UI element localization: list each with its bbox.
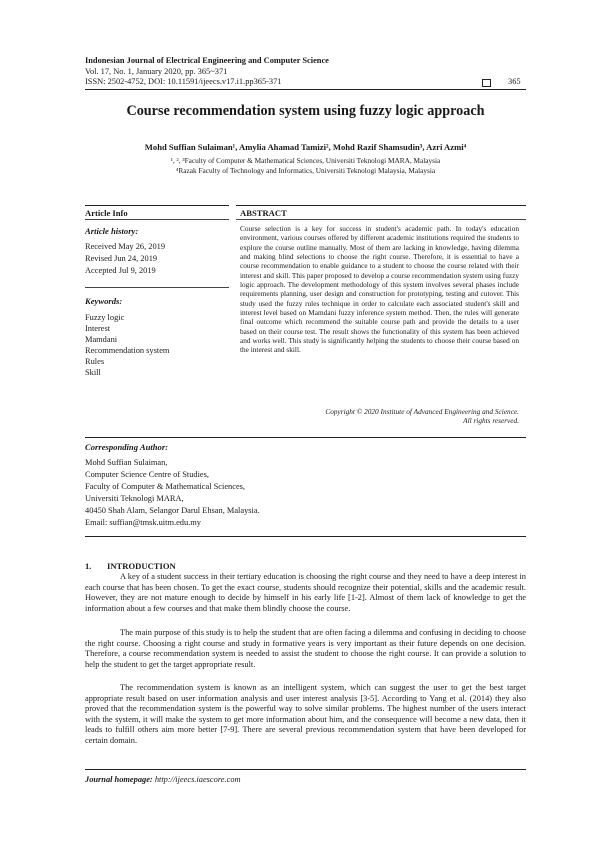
homepage-label: Journal homepage (85, 775, 150, 784)
abstract-head-rule (236, 219, 526, 220)
copyright-notice (240, 407, 519, 426)
keyword-item: Fuzzy logic (85, 313, 125, 322)
keywords-heading: Keywords: (85, 296, 123, 306)
page-number: 365 (508, 77, 521, 86)
history-heading: Article history: (85, 226, 139, 236)
keyword-item: Mamdani (85, 335, 118, 344)
section-number: 1. (85, 561, 92, 571)
corresponding-line: Faculty of Computer & Mathematical Sciences, (85, 482, 246, 491)
keyword-item: Recommendation system (85, 346, 170, 355)
keyword-item: Skill (85, 368, 101, 377)
paper-title: Course recommendation system using fuzzy logic approach (126, 103, 485, 119)
corresponding-line: 40450 Shah Alam, Selangor Darul Ehsan, Malaysia. (85, 506, 260, 515)
homepage-link[interactable]: http://ijeecs.iaescore.com (154, 775, 241, 784)
issn-doi-line: ISSN: 2502-4752, DOI: 10.11591/ijeecs.v17.i1.pp365-371 (85, 77, 282, 86)
affiliation-1: ¹, ², ³Faculty of Computer & Mathematical Sciences, Universiti Teknologi MARA, Malaysia (170, 156, 441, 165)
history-received: Received May 26, 2019 (85, 242, 166, 251)
info-top-rule (85, 205, 229, 206)
copyright-line-2: All rights reserved. (463, 416, 519, 426)
journal-name: Indonesian Journal of Electrical Engineering and Computer Science (85, 56, 329, 65)
corresponding-line: Computer Science Centre of Studies, (85, 470, 209, 479)
info-head-rule (85, 219, 229, 220)
intro-paragraph-1: A key of a student success in their tertiary education is choosing the right course and they need to have a deep interest in each course that has been chosen. To get the exact course, students should recognize their potential, skills and the academic result. However, they are not mature enough to decide by himself in his early life [1-2]. Almost of them lack of knowledge to get the information about a few courses and that make them blindly choose the course. (85, 572, 526, 613)
affiliation-2: ⁴Razak Faculty of Technology and Informatics, Universiti Teknologi Malaysia, Malaysia (175, 166, 436, 175)
intro-paragraph-3: The recommendation system is known as an intelligent system, which can suggest the user to get the best target appropriate result based on user information analysis and user interest analysis [3-5]. According to Yang et al. (2014) they also proved that the recommendation system is the powerful way to solve similar problems. The highest number of the users interact with the system, it will make the system to get more information about him, and the consequence will become a new data, then it leads to fulfill others aim more better [7-9]. There are several previous recommendation system that have been developed for certain domain. (85, 683, 526, 745)
history-divider (85, 287, 229, 288)
abstract-heading: ABSTRACT (240, 208, 287, 218)
abstract-text: Course selection is a key for success in student's academic path. In today's education environment, various courses offered by different academic institutions required the students to explore the course outline manually. Most of them are lacking in knowledge, having dilemma and making blind selections to choose the right course. Therefore, it is essential to have a course recommendation to enable guidance to a student to choose the course related with their interest and skill. This paper proposed to develop a course recommendation system using fuzzy logic approach. The development methodology of this system involves several phases include requirements planning, user design and construction for prototyping, testing and cutover. This study used the fuzzy rules technique in order to calculate each associated student's skill and interest level based on Mamdani fuzzy inference system method. Then, the rules will generate final outcome which recommend the suitable course path and provide the details to a user based on their course test. The result shows the functionality of this system has been achieved and works well. This study is significantly helping the students to choose their course based on the interest and skill. (240, 224, 519, 355)
history-revised: Revised Jun 24, 2019 (85, 254, 158, 263)
corresponding-line: Universiti Teknologi MARA, (85, 494, 184, 503)
abstract-top-rule (236, 205, 526, 206)
journal-homepage: Journal homepage: http://ijeecs.iaescore.com (85, 775, 241, 784)
header-rule (85, 89, 526, 90)
volume-line: Vol. 17, No. 1, January 2020, pp. 365~371 (85, 67, 228, 76)
history-accepted: Accepted Jul 9, 2019 (85, 266, 156, 275)
corresponding-bottom-rule (85, 536, 526, 537)
corresponding-email: Email: suffian@tmsk.uitm.edu.my (85, 518, 201, 527)
footer-rule (85, 769, 526, 770)
copyright-line-1: Copyright © 2020 Institute of Advanced Engineering and Science. (325, 407, 519, 416)
intro-paragraph-2: The main purpose of this study is to help the student that are often facing a dilemma and confusing in deciding to choose the right course. Choosing a right course and study in formative years is very important as their future depends on one decision. Therefore, a course recommendation system is needed to assist the student to choose the right course. It can provide a solution to help the student to get the target appropriate result. (85, 628, 526, 669)
section-heading: INTRODUCTION (107, 561, 176, 571)
keyword-item: Interest (85, 324, 111, 333)
author-list: Mohd Suffian Sulaiman¹, Amylia Ahamad Tamizi², Mohd Razif Shamsudin³, Azri Azmi⁴ (144, 142, 467, 152)
corresponding-line: Mohd Suffian Sulaiman, (85, 458, 168, 467)
corresponding-top-rule (85, 437, 526, 438)
corresponding-heading: Corresponding Author: (85, 442, 169, 452)
box-icon (482, 79, 491, 87)
keyword-item: Rules (85, 357, 105, 366)
article-info-heading: Article Info (85, 208, 128, 218)
